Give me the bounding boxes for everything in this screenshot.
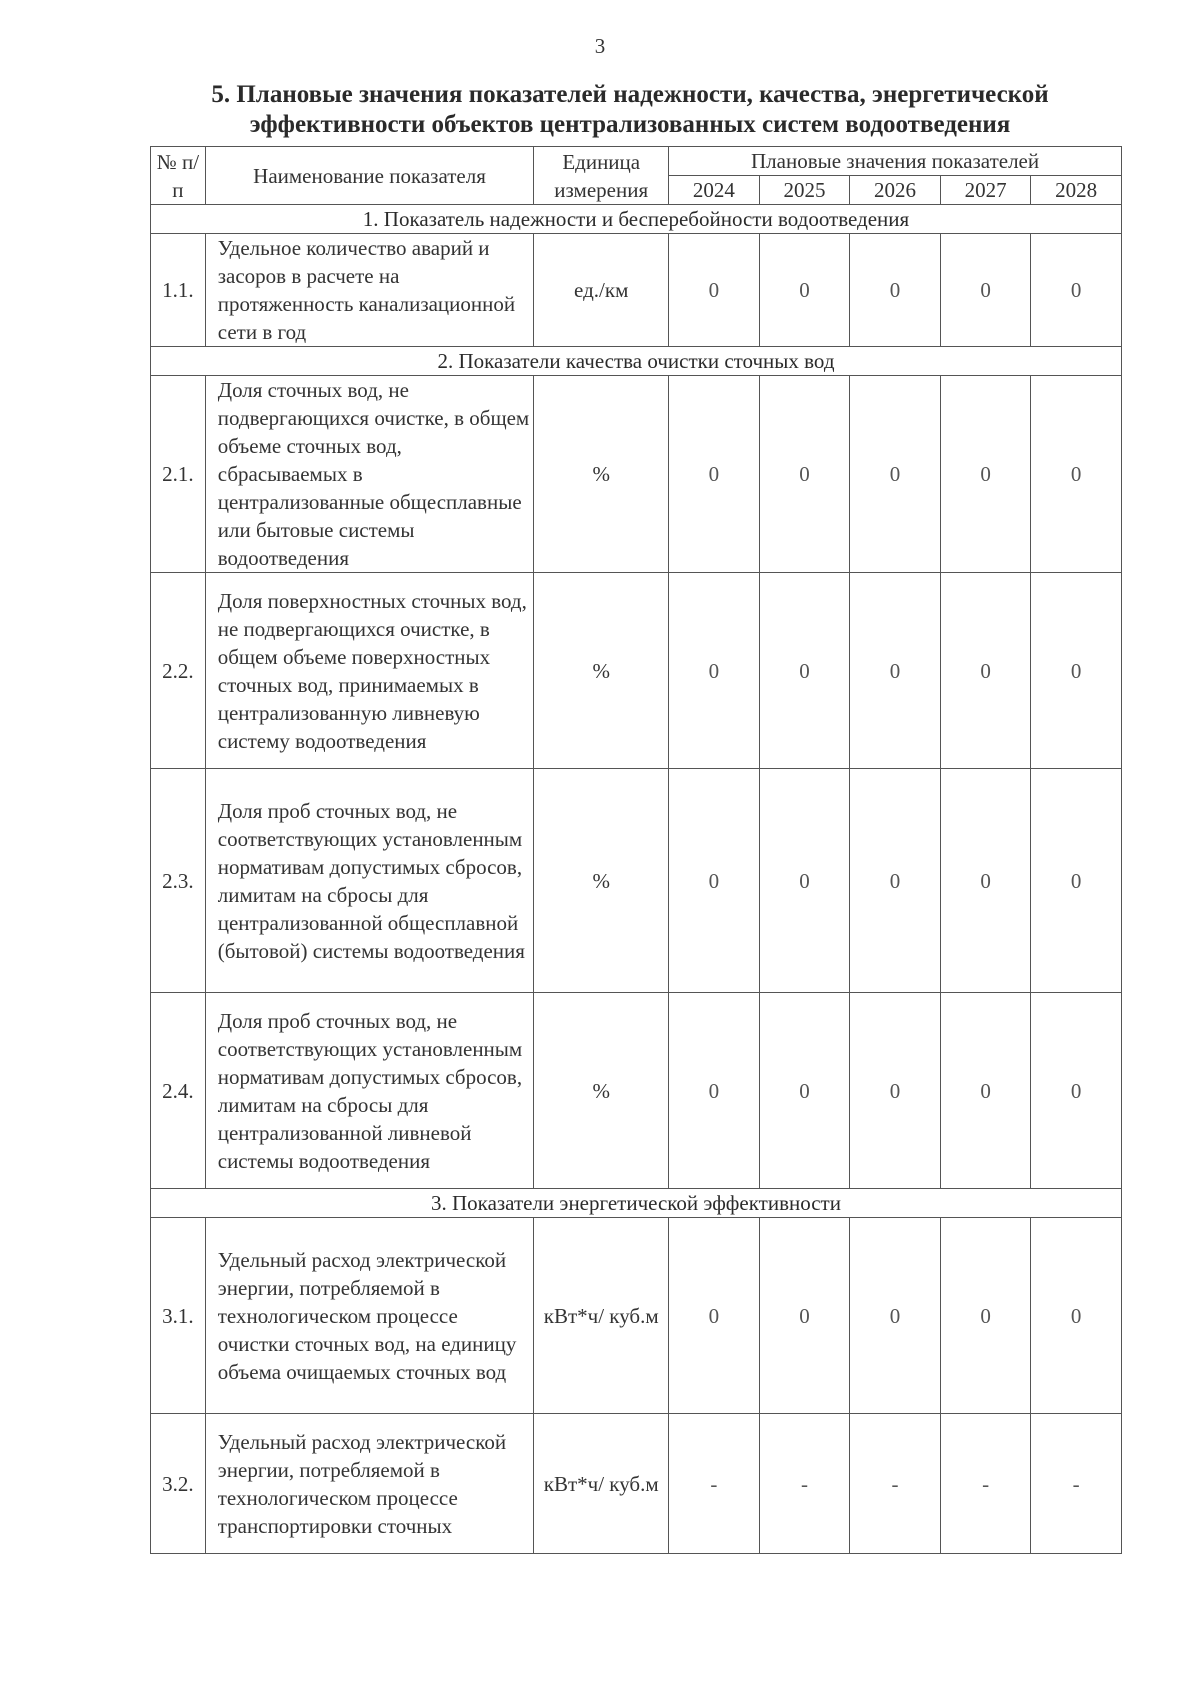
row-unit: кВт*ч/ куб.м	[534, 1414, 669, 1554]
indicators-table	[150, 146, 1122, 1554]
row-value: 0	[940, 376, 1031, 573]
table-row	[151, 234, 1122, 347]
row-name: Доля проб сточных вод, не соответствующих установленным нормативам допустимых сбросов, лимитам на сбросы для централизованной общесплавной (бытовой) системы водоотведения	[205, 769, 534, 993]
section-title: 1. Показатель надежности и бесперебойности водоотведения	[151, 205, 1122, 234]
row-value: 0	[669, 573, 760, 769]
row-value: 0	[669, 376, 760, 573]
header-year: 2024	[669, 176, 760, 205]
page-number: 3	[594, 34, 606, 58]
row-num: 2.3.	[151, 769, 206, 993]
row-value: 0	[940, 1218, 1031, 1414]
row-value: -	[759, 1414, 850, 1554]
row-value: 0	[1031, 573, 1122, 769]
header-name: Наименование показателя	[205, 147, 534, 205]
section-title: 2. Показатели качества очистки сточных вод	[151, 347, 1122, 376]
row-value: 0	[850, 376, 941, 573]
row-name: Удельный расход электрической энергии, потребляемой в технологическом процессе транспортировки сточных	[205, 1414, 534, 1554]
row-value: 0	[1031, 376, 1122, 573]
row-unit: ед./км	[534, 234, 669, 347]
row-num: 1.1.	[151, 234, 206, 347]
row-unit: %	[534, 376, 669, 573]
row-name: Доля поверхностных сточных вод, не подвергающихся очистке, в общем объеме поверхностных сточных вод, принимаемых в централизованную ливневую систему водоотведения	[205, 573, 534, 769]
header-planned: Плановые значения показателей	[669, 147, 1122, 176]
row-value: 0	[940, 573, 1031, 769]
row-value: 0	[940, 993, 1031, 1189]
row-value: 0	[1031, 1218, 1122, 1414]
row-num: 3.2.	[151, 1414, 206, 1554]
row-value: -	[669, 1414, 760, 1554]
row-name: Доля сточных вод, не подвергающихся очистке, в общем объеме сточных вод, сбрасываемых в централизованные общесплавные или бытовые системы водоотведения	[205, 376, 534, 573]
row-value: 0	[669, 769, 760, 993]
table-row	[151, 993, 1122, 1189]
row-num: 2.4.	[151, 993, 206, 1189]
row-name: Удельный расход электрической энергии, потребляемой в технологическом процессе очистки сточных вод, на единицу объема очищаемых сточных вод	[205, 1218, 534, 1414]
table-row	[151, 1218, 1122, 1414]
row-value: 0	[1031, 769, 1122, 993]
section-row	[151, 1189, 1122, 1218]
row-value: 0	[759, 993, 850, 1189]
section-row	[151, 205, 1122, 234]
row-value: 0	[850, 1218, 941, 1414]
row-value: 0	[759, 234, 850, 347]
row-num: 3.1.	[151, 1218, 206, 1414]
section-row	[151, 347, 1122, 376]
row-value: 0	[669, 234, 760, 347]
header-year: 2028	[1031, 176, 1122, 205]
row-num: 2.1.	[151, 376, 206, 573]
row-value: 0	[850, 234, 941, 347]
row-value: 0	[759, 376, 850, 573]
table-row	[151, 1414, 1122, 1554]
table-row	[151, 573, 1122, 769]
row-num: 2.2.	[151, 573, 206, 769]
row-value: 0	[669, 1218, 760, 1414]
row-unit: кВт*ч/ куб.м	[534, 1218, 669, 1414]
table-row	[151, 769, 1122, 993]
section-title: 3. Показатели энергетической эффективности	[151, 1189, 1122, 1218]
row-value: 0	[759, 1218, 850, 1414]
header-year: 2027	[940, 176, 1031, 205]
row-unit: %	[534, 769, 669, 993]
row-value: -	[850, 1414, 941, 1554]
row-value: 0	[940, 234, 1031, 347]
row-unit: %	[534, 993, 669, 1189]
header-year: 2025	[759, 176, 850, 205]
header-year: 2026	[850, 176, 941, 205]
row-value: 0	[850, 993, 941, 1189]
header-unit: Единица измерения	[534, 147, 669, 205]
row-value: 0	[759, 573, 850, 769]
page-title: 5. Плановые значения показателей надежности, качества, энергетической эффективности объектов централизованных систем водоотведения	[211, 81, 1049, 138]
row-value: 0	[759, 769, 850, 993]
row-value: 0	[850, 573, 941, 769]
row-name: Удельное количество аварий и засоров в расчете на протяженность канализационной сети в год	[205, 234, 534, 347]
row-value: 0	[669, 993, 760, 1189]
row-value: 0	[940, 769, 1031, 993]
row-value: -	[1031, 1414, 1122, 1554]
row-value: -	[940, 1414, 1031, 1554]
table-row	[151, 376, 1122, 573]
row-value: 0	[1031, 993, 1122, 1189]
row-value: 0	[1031, 234, 1122, 347]
row-name: Доля проб сточных вод, не соответствующих установленным нормативам допустимых сбросов, лимитам на сбросы для централизованной ливневой системы водоотведения	[205, 993, 534, 1189]
row-unit: %	[534, 573, 669, 769]
row-value: 0	[850, 769, 941, 993]
header-num: № п/п	[151, 147, 206, 205]
